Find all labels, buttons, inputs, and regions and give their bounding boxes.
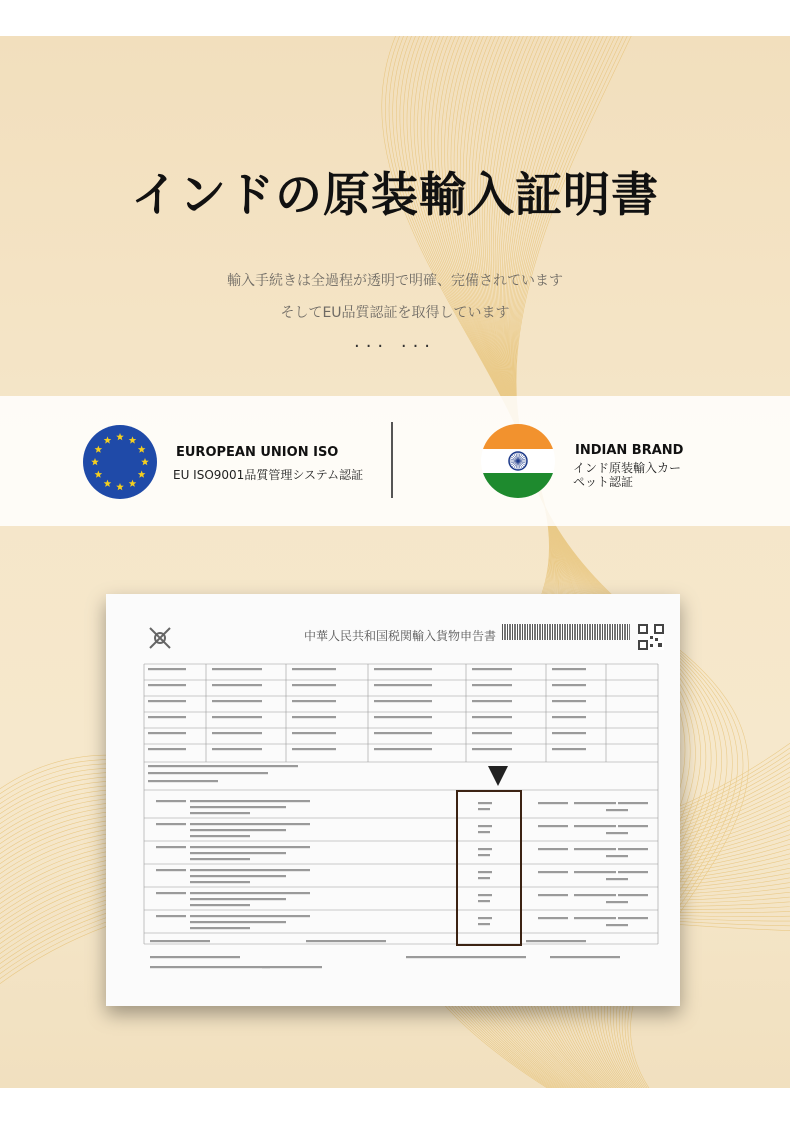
divider: [391, 422, 393, 498]
subtitle-line-2: そしてEU品質認証を取得しています: [280, 305, 510, 321]
india-cert-title: INDIAN BRAND: [575, 443, 684, 458]
customs-declaration-document: [106, 594, 680, 1006]
eu-cert-subtitle: EU ISO9001品質管理システム認証: [173, 468, 364, 482]
decorative-dots: ··· ···: [353, 336, 437, 357]
document-title: 中華人民共和国税関輸入貨物申告書: [304, 629, 497, 643]
form-grid: [106, 594, 680, 1006]
india-cert-subtitle: インド原装輸入カーペット認証: [573, 461, 682, 489]
highlight-box: [456, 790, 522, 946]
subtitle-line-1: 輸入手続きは全過程が透明で明確、完備されています: [227, 273, 563, 289]
page-title: インドの原装輸入証明書: [131, 168, 659, 223]
eu-flag-icon: [82, 424, 158, 500]
eu-cert-title: EUROPEAN UNION ISO: [176, 445, 339, 460]
india-flag-icon: [480, 423, 556, 499]
pointer-arrow-icon: [486, 764, 510, 788]
